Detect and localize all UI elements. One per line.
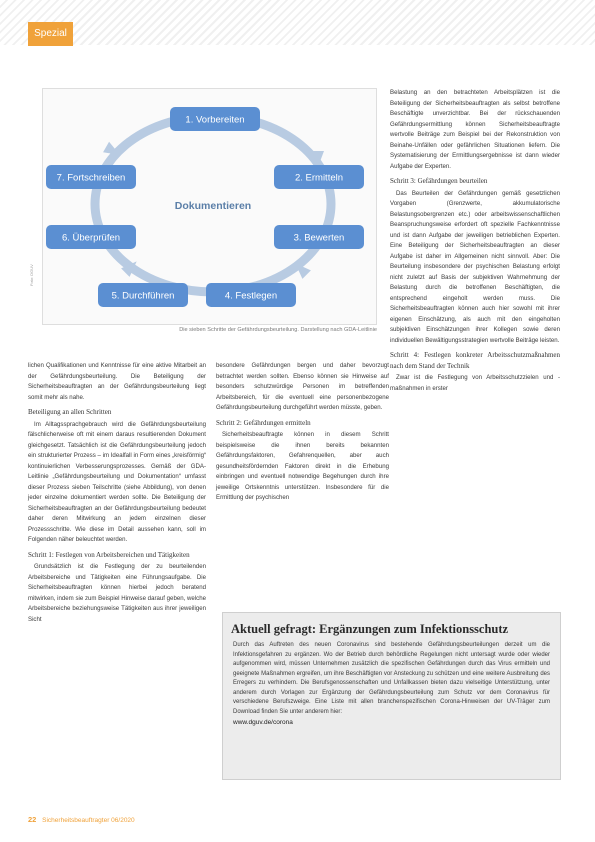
step-box-6 (46, 225, 136, 249)
column-1 (28, 361, 206, 629)
info-box-link[interactable]: www.dguv.de/corona (233, 719, 293, 726)
col3-para-3: Zwar ist die Festlegung von Arbeitsschutzzielen und -maßnahmen in erster (390, 374, 560, 392)
col2-para-2: Sicherheitsbeauftragte können in diesem Schritt beispielsweise die ihnen bereits bekannten Gefährdungsfaktoren, Gefahrenquellen, aber auch gesundheitsfördernden Faktoren direkt in die Erhebung einbringen und eventuell notwendige Begehungen durch ihre jeweilige Ortskenntnis unterstützen. Insbesondere für die Ermittlung der psychischen (216, 431, 389, 501)
col1-heading-1: Beteiligung an allen Schritten (28, 408, 112, 416)
section-tag: Spezial (28, 22, 73, 46)
step-box-5 (98, 283, 188, 307)
step-box-3 (274, 225, 364, 249)
info-box-title: Aktuell gefragt: Ergänzungen zum Infektionsschutz (231, 622, 509, 636)
step-label-7: 7. Fortschreiben (56, 172, 126, 184)
col1-heading-2: Schritt 1: Festlegen von Arbeitsbereichen und Tätigkeiten (28, 550, 190, 559)
step-label-4: 4. Festlegen (224, 290, 278, 302)
col3-para-1: Belastung an den betrachteten Arbeitsplätzen ist die Beteiligung der Sicherheitsbeauftragten als selbst betroffene Beschäftigte unverzichtbar. Bei der rückschauenden Gefährdungsermittlung können Sicherheitsbeauftragte wertvolle Beiträge zum Beispiel bei der Rekonstruktion von Beinahe-Unfällen oder gefährlichen Situationen liefern. Die Systematisierung der Ermittlungsergebnisse ist dann wieder Aufgabe der Experten. (390, 89, 560, 170)
col2-para-1: besondere Gefährdungen bergen und daher bevorzugt betrachtet werden sollten. Ebenso können sie Hinweise auf besonders schutzwürdige Personen im betreffenden Arbeitsbereich, für die eventuell eine personenbezogene Gefährdungsbeurteilung durchgeführt werden müsste, geben. (216, 362, 389, 411)
column-3 (390, 88, 560, 398)
page-number: 22 (28, 815, 37, 824)
step-box-2 (274, 165, 364, 189)
col1-intro: lichen Qualifikationen und Kenntnisse für eine aktive Mitarbeit an der Gefährdungsbeurteilung. Die Beteiligung der Sicherheitsbeauftragten an der Gefährdungsbeurteilung liegt somit mehr als nahe. (28, 362, 206, 401)
step-label-6: 6. Überprüfen (61, 232, 121, 244)
col2-heading-1: Schritt 2: Gefährdungen ermitteln (216, 418, 311, 427)
step-box-1 (170, 107, 260, 131)
column-2 (216, 361, 389, 508)
info-box (222, 612, 561, 780)
col1-para-2: Grundsätzlich ist die Festlegung der zu beurteilenden Arbeitsbereiche und Tätigkeiten eine Führungsaufgabe. Die Sicherheitsbeauftragten können hierbei jedoch beratend mitwirken, indem sie zum Beispiel Hinweise darauf geben, welche Arbeitsbereiche beziehungsweise Tätigkeiten aus ihrer jeweiligen Sicht (28, 563, 206, 623)
process-cycle-diagram (43, 89, 376, 324)
process-figure (42, 88, 377, 325)
col1-para-1: Im Alltagssprachgebrauch wird die Gefährdungsbeurteilung fälschlicherweise oft mit einem daraus resultierenden Dokument gleichgesetzt. Tatsächlich ist die Gefährdungsbeurteilung jedoch ein strukturierter Prozess – im Idealfall in Form eines „kreisförmig“ kontinuierlichen Verbesserungsprozesses. Gemäß der GDA-Leitlinie „Gefährdungsbeurteilung und Dokumentation“ umfasst dieser Prozess sieben Teilschritte (siehe Abbildung), von denen jeder einzelne dokumentiert werden sollte. Die Beteiligung der Sicherheitsbeauftragten an der Gefährdungsbeurteilung bedeutet daher deren Mitwirkung an jedem einzelnen dieser Prozessschritte. Wie diese im Detail aussehen kann, soll im Folgenden näher beleuchtet werden. (28, 420, 206, 543)
center-label: Dokumentieren (174, 200, 252, 212)
step-label-5: 5. Durchführen (111, 290, 175, 302)
figure-credit: Foto: DGUV (29, 264, 34, 286)
page-footer (28, 815, 135, 824)
col3-para-2: Das Beurteilen der Gefährdungen gemäß gesetzlichen Vorgaben (Grenzwerte, akkumulatorische Belastungsobergrenzen etc.) oder arbeitswissenschaftlichen Beanspruchungsweise erfordert oft spezielle Fachkenntnisse und ist dann Aufgabe der jeweiligen betrieblichen Experten. Eine Beteiligung der Sicherheitsbeauftragten an dieser Aufgabe ist daher im Allgemeinen nicht sinnvoll. Aber: Die Beurteilung insbesondere der psychischen Belastung erfolgt nicht zuletzt auf Basis der subjektiven Wahrnehmung der Belastung durch die betroffenen Beschäftigten, die entsprechend eingeholt werden muss. Die Sicherheitsbeauftragten können auch hier sowohl mit ihrer eigenen Einschätzung, als auch mit den eingeholten subjektiven Einschätzungen ihrer Kollegen sowie deren individuellen Bewältigungsstrategien wertvolle Beiträge leisten. (390, 189, 560, 344)
step-label-2: 2. Ermitteln (294, 172, 344, 184)
col3-heading-2: Schritt 4: Festlegen konkreter Arbeitsschutzmaßnahmen nach dem Stand der Technik (390, 351, 560, 370)
info-box-text: Durch das Auftreten des neuen Coronavirus sind bestehende Gefährdungsbeurteilungen derzeit um die Infektionsgefahren zu ergänzen. Wo der Betrieb durch behördliche Regelungen nicht untersagt wurde oder wieder aufgenommen wird, müssen Unternehmen zusätzlich die spezifischen Gefährdungen durch das Virus ermitteln und geeignete Maßnahmen ergreifen, um ihre Beschäftigten vor Ansteckung zu schützen und eine weitere Ausbreitung des Erregers zu verhindern. Die Berufsgenossenschaften und Unfallkassen bieten dazu vielseitige Unterstützung, unter anderem durch Vorlagen zur Ergänzung der Gefährdungsbeurteilung zum Schutz vor dem Coronavirus für verschiedene Berufszweige. Eine Liste mit allen branchenspezifischen Corona-Hinweisen der UV-Träger zum Download finden Sie unter anderem hier: (233, 642, 550, 715)
step-box-7 (46, 165, 136, 189)
magazine-name: Sicherheitsbeauftragter 06/2020 (42, 817, 135, 824)
figure-caption: Die sieben Schritte der Gefährdungsbeurteilung. Darstellung nach GDA-Leitlinie (179, 327, 377, 333)
col3-heading-1: Schritt 3: Gefährdungen beurteilen (390, 177, 488, 185)
step-box-4 (206, 283, 296, 307)
step-label-3: 3. Bewerten (293, 232, 345, 244)
step-label-1: 1. Vorbereiten (185, 114, 245, 126)
header-hatch (0, 0, 595, 45)
